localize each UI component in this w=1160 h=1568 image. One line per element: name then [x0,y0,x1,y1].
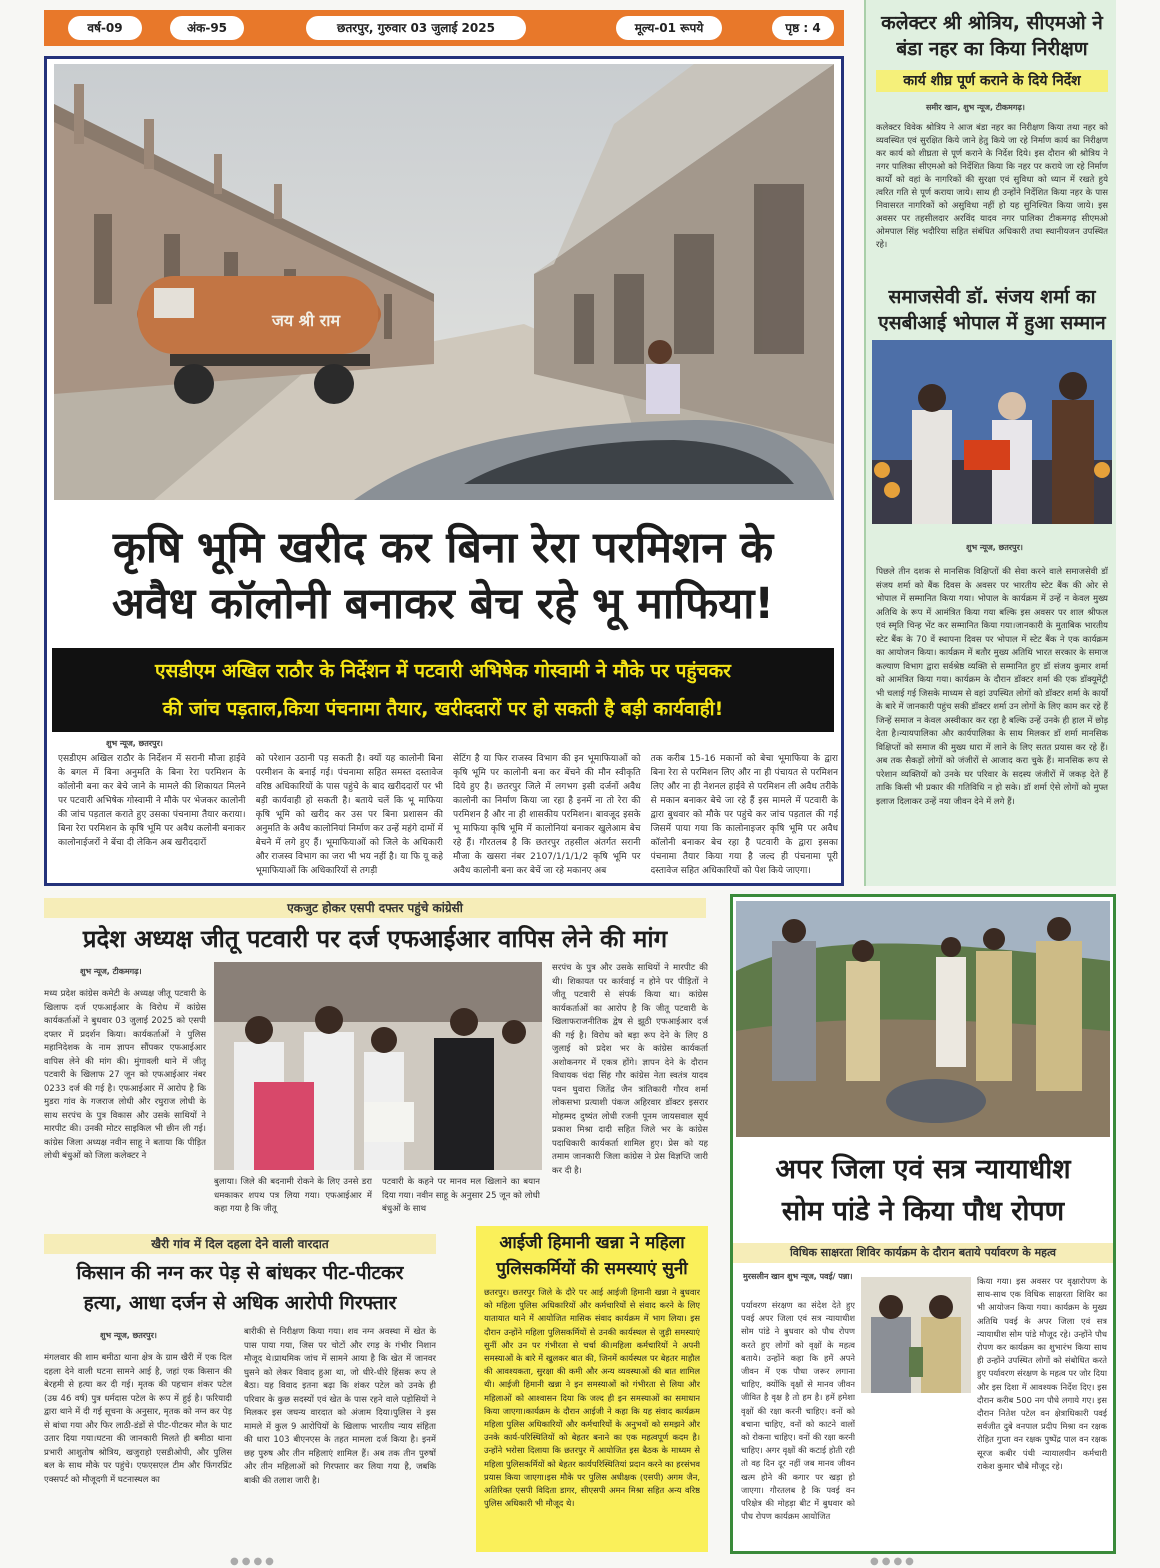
judge-col-2: किया गया। इस अवसर पर वृक्षारोपण के साथ-साथ एक विधिक साक्षरता शिविर का भी आयोजन किया गया। कार्यक्रम के मुख्य अतिथि पवई के अपर जिला एवं सत्र न्यायाधीश सोम पांडे मौजूद रहे। उन्होंने पौध रोपण कर कार्यक्रम का शुभारंभ किया साथ ही उन्होंने उपस्थित लोगों को संबोधित करते हुए पर्यावरण संरक्षण के महत्व पर जोर दिया और इस दिशा में आवश्यक निर्देश दिए। इस दौरान करीब 500 नग पौधे लगाये गए। इस दौरान नितेश पटेल वन क्षेत्राधिकारी पवई सर्वजीत दुबे वनपाल प्रदीप मिश्रा वन रक्षक रोहित गुप्ता वन रक्षक पुष्पेंद्र पाल वन रक्षक सूरज कबीर पंथी न्यायालयीन कर्मचारी राकेश कुमार चौबे मौजूद रहे। [977,1276,1107,1471]
judge-headline-line1: अपर जिला एवं सत्र न्यायाधीश [775,1154,1071,1185]
murder-headline-line1: किसान की नग्न कर पेड़ से बांधकर पीट-पीटकर [76,1262,404,1284]
plantation-photo [736,901,1110,1137]
masthead-bar [44,10,844,46]
judge-col-1: पर्यावरण संरक्षण का संदेश देते हुए पवई अपर जिला एवं सत्र न्यायाधीश सोम पांडे ने बुधवार को पौध रोपण करते हुए लोगों को वृक्षों के महत्व बताये। उन्होंने कहा कि हमें अपने जीवन में एक पौधा जरूर लगाना चाहिए, क्योंकि वृक्षों से मानव जीवन जीवित है वृक्ष है तो हम है। हमें हमेशा वृक्षों की रक्षा करनी चाहिए। वनों को बचाना चाहिए, वनों को काटने वालों को रोकना चाहिए। वनों की रक्षा करनी चाहिए। अगर वृक्षों की कटाई होती रही तो वह दिन दूर नहीं जब मानव जीवन खत्म होने की कगार पर खड़ा हो जाएगा। गौरतलब है कि पवई वन परिक्षेत्र की मोहड़ा बीट में बुधवार को पौध रोपण कार्यक्रम आयोजित [741,1300,855,1522]
police-story-box [476,1226,708,1552]
price-label: मूल्य-01 रूपये [616,16,722,40]
colony-photo [54,64,834,500]
sanjay-body: पिछले तीन दशक से मानसिक विक्षिप्तों की सेवा करने वाले समाजसेवी डॉ संजय शर्मा को बैंक दिवस के अवसर पर भारतीय स्टेट बैंक की ओर से भोपाल में सम्मानित किया गया। भोपाल के कार्यक्रम में उन्हें न केवल मुख्य अतिथि के रूप में आमंत्रित किया गया बल्कि इस अवसर पर शाल श्रीफल एवं स्मृति चिन्ह भेंट कर सम्मानित किया गया।जानकारी के मुताबिक भारतीय स्टेट बैंक के 70 वें स्थापना दिवस पर भोपाल में स्टेट बैंक ने एक कार्यक्रम का आयोजन किया। कार्यक्रम में बतौर मुख्य अतिथि भारत सरकार के समाज कल्याण विभाग द्वारा सर्वश्रेष्ठ व्यक्ति से सम्मानित हुए डॉ संजय कुमार शर्मा को आमंत्रित किया गया। कार्यक्रम के दौरान डॉक्टर शर्मा की एक डॉक्यूमेंट्री भी चलाई गई जिसके माध्यम से वहां उपस्थित लोगों को डॉक्टर शर्मा के कार्यों के बारे में जानकारी पहुंच सकी डॉक्टर शर्मा उन लोगों के लिए काम कर रहे हैं जिन्हें समाज न केवल अस्वीकार कर रहा है बल्कि उन्हें उनके ही हाल में छोड़ देता है।न्यायपालिका और कार्यपालिका के साथ मिलकर डॉ शर्मा मानसिक विक्षिप्तों को समाज की मुख्य धारा में लाने के लिए सतत प्रयास कर रहे हैं। अब तक सैकड़ों लोगों को जंजीरों से आजाद करा चुके हैं। मानसिक रूप से परेशान व्यक्तियों को उनके घर परिवार के सदस्य जंजीरों में जकड़ देते हैं ताकि किसी भी प्रकार की गतिविधि न हो सके। डॉ शर्मा ऐसे लोगों को मुफ्त इलाज दिलाकर उन्हें नया जीवन देने में लगे हैं। [876,567,1108,807]
judge-story-box [730,894,1116,1554]
tanker-label: जय श्री राम [272,311,341,330]
main-headline [58,520,828,632]
sanjay-headline: समाजसेवी डॉ. संजय शर्मा का एसबीआई भोपाल में हुआ सम्मान [878,286,1106,334]
judge-inset-photo [861,1277,971,1393]
main-byline: शुभ न्यूज, छतरपुर। [106,739,163,748]
judge-subhead: विधिक साक्षरता शिविर कार्यक्रम के दौरान बताये पर्यावरण के महत्व [733,1243,1113,1263]
main-col-1: एसडीएम अखिल राठौर के निर्देशन में सरानी मौजा हाईवे के बगल में बिना अनुमति के बिना रेरा परमिशन के कॉलोनी बना कर बेचे जाने के मामले की शिकायत मिलने पर पटवारी अभिषेक गोस्वामी ने मौके पर भेजकर कालोनी की जांच पड़ताल कराते हुए उसका पंचनामा तैयार कराया। बिना रेरा परमिशन के कृषि भूमि पर अवैध कलोनी बनाकर कालोनाईजरों ने बेंचा दी लेकिन अब खरीददारों [58,754,246,848]
murder-headline-line2: हत्या, आधा दर्जन से अधिक आरोपी गिरफ्तार [83,1292,397,1314]
sanjay-byline: शुभ न्यूज, छतरपुर। [966,543,1023,552]
murder-kicker: खैरी गांव में दिल दहला देने वाली वारदात [44,1234,436,1254]
place-date-label: छतरपुर, गुरुवार 03 जुलाई 2025 [306,16,526,40]
year-label: वर्ष-09 [68,16,142,40]
congress-col-2: बुलाया। जिले की बदनामी रोकने के लिए उनसे डरा धमकाकर शपथ पत्र लिया गया। एफआईआर में कहा गया है कि जीतू [214,1177,372,1214]
collector-headline: कलेक्टर श्री श्रोत्रिय, सीएमओ ने बंडा नहर का किया निरीक्षण [881,12,1103,60]
judge-headline [733,1149,1113,1233]
congress-col-3: पटवारी के कहने पर मानव मल खिलाने का बयान दिया गया। नवीन साहू के अनुसार 25 जून को लोधी बंधुओं के साथ [382,1177,540,1214]
murder-col-2: बारीकी से निरीक्षण किया गया। शव नग्न अवस्था में खेत के पास पाया गया, जिस पर चोटों और रगड़ के गंभीर निशान मौजूद थे।प्राथमिक जांच में सामने आया है कि खेत में जानवर घुसने को लेकर विवाद हुआ था, जो धीरे-धीरे हिंसक रूप ले बैठा। यह विवाद इतना बढ़ा कि शंकर पटेल को उनके ही परिवार के कुछ सदस्यों एवं खेत के पास रहने वाले पड़ोसियों ने मिलकर इस जघन्य वारदात को अंजाम दिया।पुलिस ने इस मामले में कुल 9 आरोपियों के खिलाफ भारतीय न्याय संहिता की धारा 103 बीएनएस के तहत मामला दर्ज किया है। इनमें छह पुरुष और तीन महिलाएं शामिल हैं। अब तक तीन पुरुषों और तीन महिलाओं को गिरफ्तार कर लिया गया है, जबकि बाकी की तलाश जारी है। [244,1327,436,1486]
collector-byline: समीर खान, शुभ न्यूज, टीकमगढ़। [926,103,1025,112]
police-headline-line1: आईजी हिमानी खन्ना ने महिला [499,1233,685,1253]
murder-col-1: मंगलवार की शाम बमीठा थाना क्षेत्र के ग्राम खैरी में एक दिल दहला देने वाली घटना सामने आई है, जहां एक किसान की बेरहमी से हत्या कर दी गई। मृतक की पहचान शंकर पटेल (उम्र 46 वर्ष) पुत्र धर्मदास पटेल के रूप में हुई है। फरियादी द्वारा थाने में दी गई सूचना के अनुसार, मृतक को नग्न कर पेड़ से बांधा गया और फिर लाठी-डंडों से पीट-पीटकर मौत के घाट उतार दिया गया।घटना की जानकारी मिलते ही बमीठा थाना प्रभारी आशुतोष श्रोत्रिय, खजुराहो एसडीओपी, और पुलिस बल के साथ मौके पर पहुंचे। एफएसएल टीम और फिंगरप्रिंट एक्सपर्ट को मौजूदगी में घटनास्थल का [44,1353,232,1485]
murder-byline: शुभ न्यूज, छतरपुर। [100,1331,157,1340]
main-deck-line2: की जांच पड़ताल,किया पंचनामा तैयार, खरीददारों पर हो सकती है बड़ी कार्यवाही! [162,698,724,720]
print-registration-marks-right: ●●●● [870,1556,917,1567]
main-story-body [58,752,838,876]
congress-col-4: सरपंच के पुत्र और उसके साथियों ने मारपीट की थी। शिकायत पर कार्रवाई न होने पर पीड़ितों ने जीतू पटवारी से संपर्क किया था। कांग्रेस कार्यकर्ताओं का आरोप है कि जीतू पटवारी के खिलाफराजनीतिक द्वेष से झूठी एफआईआर दर्ज की गई है। विरोध को बड़ा रूप देने के लिए 8 जुलाई को प्रदेश भर के कांग्रेस कार्यकर्ता अशोकनगर में एकत्र होंगे। ज्ञापन देने के दौरान विधायक चंदा सिंह गौर कांग्रेस नेता स्वतंत्र यादव पवन घुवारा जितेंद्र जैन त्रांतिकारी गौरव शर्मा लोकसभा प्रत्याशी पंकज अहिरवार डॉक्टर इसरार मोहम्मद दुष्यंत लोधी रजनी पूनम जायसवाल सूर्य प्रकाश मिश्रा दादी सहित जिले भर के कांग्रेस पदाधिकारी कार्यकर्ता शामिल हुए। प्रेस को यह तमाम जानकारी जिला कांग्रेस ने प्रेस विज्ञप्ति जारी कर दी है। [552,963,708,1176]
issue-label: अंक-95 [170,16,244,40]
right-column [864,0,1116,886]
judge-headline-line2: सोम पांडे ने किया पौध रोपण [781,1196,1065,1227]
congress-col-1: मध्य प्रदेश कांग्रेस कमेटी के अध्यक्ष जीतू पटवारी के खिलाफ दर्ज एफआईआर के विरोध में कांग्रेस कार्यकर्ताओं ने बुधवार 03 जुलाई 2025 को एसपी दफ्तर में प्रदर्शन किया। कार्यकर्ताओं ने पुलिस महानिदेशक के नाम ज्ञापन सौंपकर एफआईआर वापिस लेने की मांग की। मुंगावली थाने में जीतू पटवारी के खिलाफ 27 जून को एफआईआर नंबर 0233 दर्ज की गई है। एफआईआर में आरोप है कि मुडरा गांव के गजराज लोधी और रघुराज लोधी के साथ सरपंच के पुत्र विकास और उसके साथियों ने मारपीट की। उनकी मोटर साइकिल भी छीन ली गई। कांग्रेस जिला अध्यक्ष नवीन साहू ने बताया कि पीड़ित लोधी बंधुओं को जिला कलेक्टर ने [44,989,206,1161]
main-col-3: सेटिंग है या फिर राजस्व विभाग की इन भूमाफियाओं को कृषि भूमि पर कालोनी बना कर बेंचने की मौन स्वीकृति दिये हुए है। छतरपुर जिले में लगभग इसी दर्जनों अवैध कालोनी का निर्माण किया जा रहा है इनमें ना तो रेरा की परमिशन है और ना ही शासकीय परमिशन। बावजूद इसके भू माफिया कृषि भूमि में कालोनियां बनाकर खुलेआम बेच रहे हैं। गौरतलब है कि छतरपुर तहसील अंतर्गत सरानी मौजा के खसरा नंबर 2107/1/1/1/2 कृषि भूमि पर अवैध कालोनी बना कर बेचें जा रहे मकानए अब [453,754,641,876]
sbi-award-photo [872,340,1112,524]
murder-headline [44,1258,436,1318]
police-body: छतरपुर। छतरपुर जिले के दौरे पर आई आईजी हिमानी खन्ना ने बुधवार को महिला पुलिस अधिकारियों और कर्मचारियों से संवाद करने के लिए यातायात थाने में आयोजित मासिक संवाद कार्यक्रम में भाग लिया। इस दौरान उन्होंने महिला पुलिसकर्मियों से उनकी कार्यस्थल से जुड़ी समस्याएं सुनीं और उन पर गंभीरता से चर्चा की।महिला कर्मचारियों ने अपनी समस्याओं के बारे में खुलकर बात की, जिनमें कार्यस्थल पर बेहतर माहौल की आवश्यकता, सुरक्षा की कमी और अन्य व्यवस्थाओं की बात शामिल थी। आईजी हिमानी खन्ना ने इन समस्याओं को गंभीरता से लिया और महिलाओं को आश्वासन दिया कि जल्द ही इन समस्याओं का समाधान किया जाएगा।कार्यक्रम के दौरान आईजी ने कहा कि यह संवाद कार्यक्रम महिला पुलिस अधिकारियों और कर्मचारियों के अनुभवों को समझने और उनके कार्य-परिस्थितियों को बेहतर बनाने का एक महत्वपूर्ण कदम है। उन्होंने भरोसा दिलाया कि छतरपुर में आयोजित इस बैठक के माध्यम से महिला पुलिसकर्मियों को बेहतर कार्यपरिस्थितियां प्रदान करने का हरसंभव प्रयास किया जाएगा।इस मौके पर पुलिस अधीक्षक (एसपी) अगम जैन, अतिरिक्त एसपी विदिता डागर, सीएसपी अमन मिश्रा सहित अन्य वरिष्ठ पुलिस अधिकारी भी मौजूद थे। [484,1287,700,1509]
main-headline-line2: अवैध कॉलोनी बनाकर बेच रहे भू माफिया! [112,579,774,629]
police-headline [476,1230,708,1282]
page-number-label: पृष्ठ : 4 [772,16,834,40]
police-headline-line2: पुलिसकर्मियों की समस्याएं सुनी [496,1259,688,1279]
main-col-2: को परेशान उठानी पड़ सकती है। क्यों यह कालोनी बिना परमीशन के बनाई गई। पंचनामा सहित समस्त दस्तावेज वरिष्ठ अधिकारियों के पास पहुंचे के बाद खरीददारों पर भी बड़ी कार्यवाही हो सकती है। बताये चलें कि भू माफिया कृषि भूमि को खरीद कर उस पर बिना प्रशासन की अनुमति के अवैध कालोनियां निर्माण कर उन्हें महंगे दामों में बेचने में लगे हुए हैं। भूमाफियाओं को जिले के अधिकारी और राजस्व विभाग का जरा भी भय नहीं है। या फि यू कहे भूमाफियाओं कि अधिकारियों से तगड़ी [255,754,443,876]
congress-kicker: एकजुट होकर एसपी दफ्तर पहुंचे कांग्रेसी [44,898,706,918]
main-headline-line1: कृषि भूमि खरीद कर बिना रेरा परमिशन के [112,523,774,573]
collector-body: कलेक्टर विवेक श्रोत्रिय ने आज बंडा नहर का निरीक्षण किया तथा नहर को व्यवस्थित एवं सुरक्षित किये जाने हेतु किये जा रहे निर्माण कार्य का निरीक्षण कर कार्य को शीघ्रता से पूर्ण कराने के निर्देश दिये। इस दौरान श्री श्रोत्रिय ने नगर पालिका सीएमओ को निर्देशित किया कि नहर पर कराये जा रहे निर्माण कार्यों को वहां के नागरिकों की सुरक्षा एवं सुविधा को ध्यान में रखते हुये त्वरित गति से पूर्ण कराया जाये। साथ ही उन्होंने निर्देशित किया नहर के पास निवासरत नागरिकों को असुविधा नहीं हो यह सुनिश्चित किया जाये। इस अवसर पर तहसीलदार अरविंद यादव नगर पालिका टीकमगढ़ सीएमओ ओमपाल सिंह भदौरिया सहित संबंधित अधिकारी तथा स्थानीयजन उपस्थित रहे। [876,123,1108,250]
main-deck [52,648,834,732]
collector-subhead: कार्य शीघ्र पूर्ण कराने के दिये निर्देश [876,70,1108,92]
congress-headline: प्रदेश अध्यक्ष जीतू पटवारी पर दर्ज एफआईआर वापिस लेने की मांग [82,925,668,953]
main-deck-line1: एसडीएम अखिल राठौर के निर्देशन में पटवारी अभिषेक गोस्वामी ने मौके पर पहुंचकर [155,660,731,682]
print-registration-marks: ●●●● [230,1556,277,1567]
congress-protest-photo [214,962,542,1170]
judge-byline: मुरसलीन खान शुभ न्यूज, पवई/ पन्ना। [743,1272,853,1281]
main-col-4: तक करीब 15-16 मकानों को बेचा भूमाफिया के द्वारा बिना रेरा से परमिशन लिए और ना ही पंचायत से परमिशन लिए और ना ही नेशनल हाईवे से परमिशन ली अवैध तरीके से मकान बनाकर बेचे जा रहे हैं इस मामले में पटवारी के द्वारा बुधवार को मौके पर पहुंचे कर जांच पड़ताल की गई जिसमें पाया गया कि कालोनाइजर कृषि भूमि पर अवैध कॉलोनी बनाकर बेच रहा है पटवारी के द्वारा इसका पंचनामा तैयार किया गया है जल्द ही पंचनामा पूरी दस्तावेज सहित अधिकारियों को पेश किये जाएगा। [650,754,838,876]
congress-byline: शुभ न्यूज, टीकमगढ़। [80,967,142,976]
